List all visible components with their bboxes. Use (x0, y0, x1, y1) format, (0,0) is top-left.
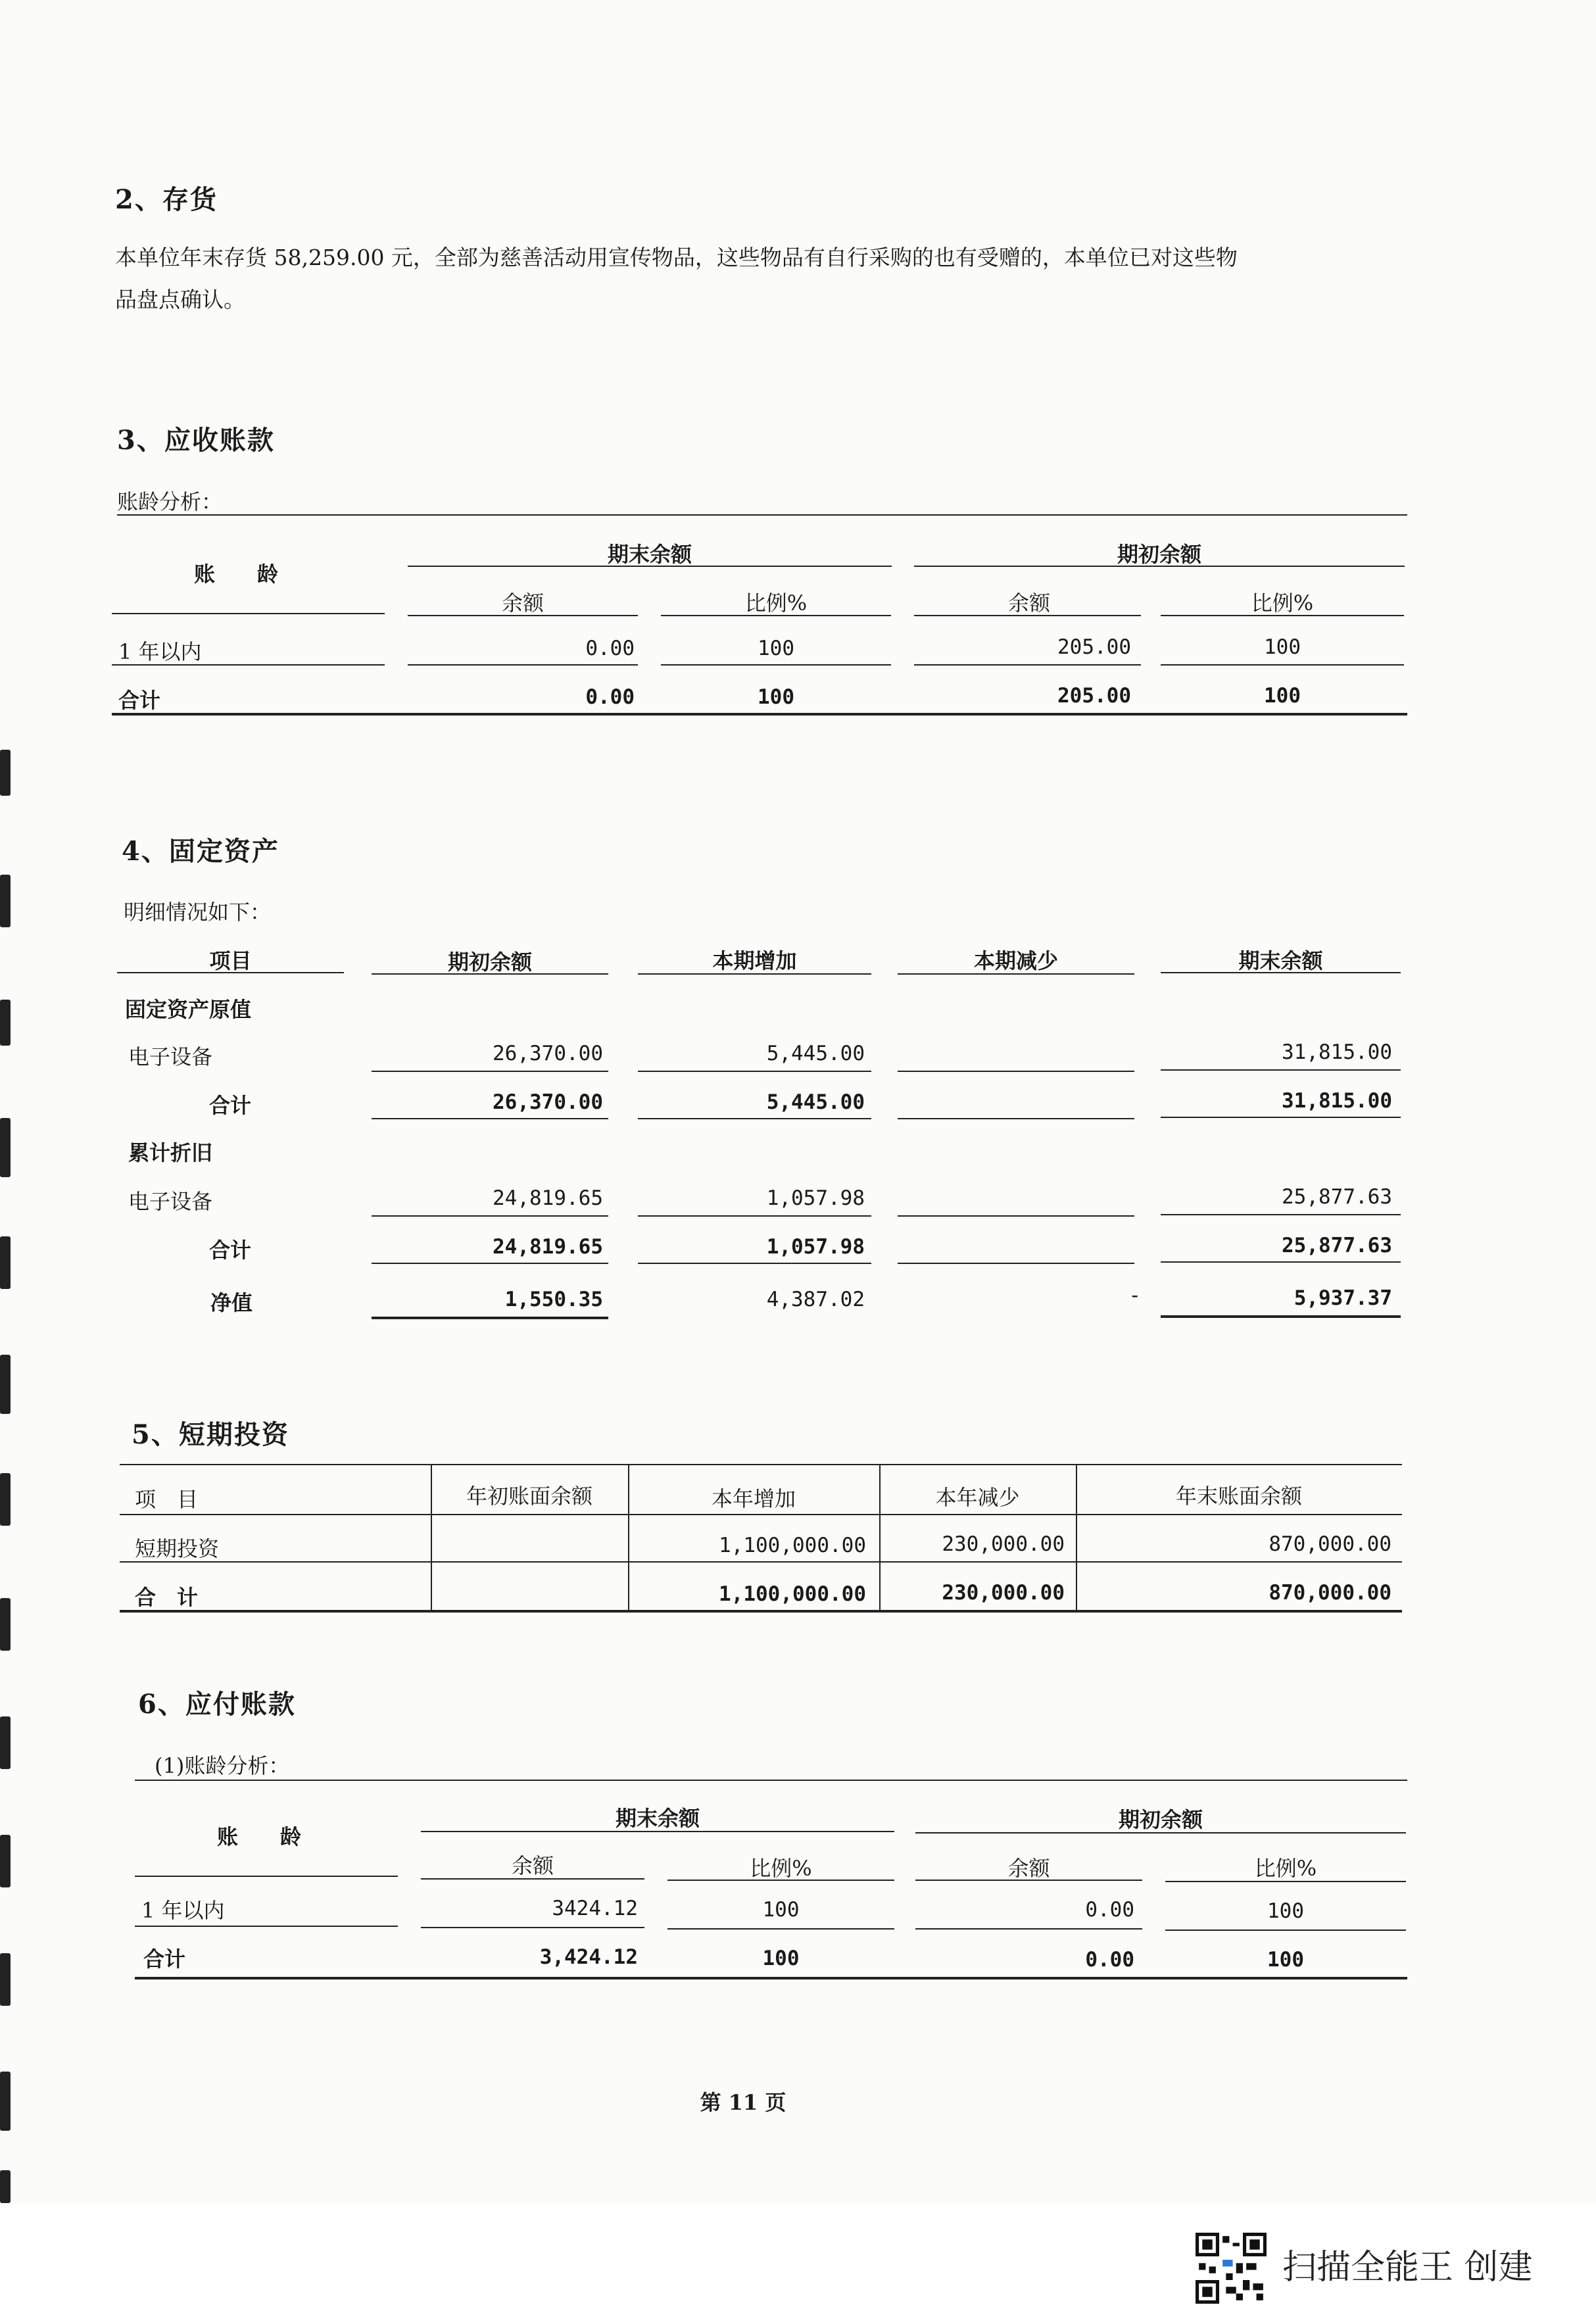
section-5-heading: 5、短期投资 (132, 1419, 289, 1450)
group-rule (915, 1832, 1406, 1833)
group-begin-balance: 期初余额 (1118, 1807, 1203, 1832)
row-rule (914, 664, 1141, 666)
table-total-label: 合计 (209, 1093, 252, 1118)
row-rule (372, 1071, 608, 1072)
header-rule (914, 615, 1141, 616)
sub-ratio-header: 比例% (750, 1856, 812, 1881)
table-cell: 1,057.98 (766, 1186, 865, 1210)
table-cell: 100 (1264, 635, 1301, 659)
header-rule (667, 1880, 894, 1881)
row-rule (638, 1071, 871, 1072)
group-end-balance: 期末余额 (615, 1806, 700, 1831)
table-cell: 230,000.00 (942, 1581, 1065, 1605)
sub-ratio-header: 比例% (1251, 591, 1314, 616)
table-cell: 100 (762, 1947, 800, 1970)
header-rule (372, 973, 608, 975)
table-bottom-rule (112, 713, 1407, 716)
table-cell: 100 (762, 1898, 800, 1922)
table-bottom-rule (135, 1977, 1407, 1979)
table-cell: 0.00 (1085, 1948, 1134, 1972)
table-cell: 24,819.65 (493, 1186, 603, 1210)
table-cell: 1,057.98 (766, 1235, 865, 1259)
table-cell: 205.00 (1057, 684, 1131, 708)
header-rule (898, 973, 1134, 975)
scanner-watermark: 扫描全能王 创建 (1282, 2248, 1533, 2287)
row-rule (1161, 1214, 1401, 1215)
row-rule (112, 664, 385, 666)
table-cell: 100 (1267, 1948, 1304, 1972)
table-cell: 24,819.65 (493, 1235, 603, 1259)
table-row-label: 1 年以内 (141, 1898, 225, 1923)
group-rule (408, 566, 892, 567)
group-begin-balance: 期初余额 (1117, 542, 1201, 567)
sub-amount-header: 余额 (501, 591, 544, 616)
table-bottom-rule (120, 1610, 1402, 1613)
header-rule (1161, 972, 1401, 973)
table-row-label: 短期投资 (135, 1536, 220, 1561)
sub-amount-header: 余额 (1007, 591, 1050, 616)
table-cell: 100 (1267, 1899, 1304, 1923)
header-rule (1161, 615, 1404, 616)
header-rule (638, 973, 871, 975)
row-rule (1161, 1117, 1401, 1118)
row-rule (372, 1263, 608, 1264)
table-cell: 205.00 (1057, 635, 1131, 659)
row-rule (1161, 1069, 1401, 1071)
section-3-subtitle: 账龄分析： (117, 489, 223, 514)
table-cell: 1,550.35 (504, 1288, 603, 1311)
table-cell: 100 (1264, 684, 1301, 708)
table-total-label: 合计 (209, 1238, 252, 1263)
table-total-label: 合 计 (135, 1585, 199, 1610)
group-accumulated-depreciation: 累计折旧 (128, 1140, 213, 1165)
table-cell: 3424.12 (552, 1897, 638, 1920)
col-header-decrease: 本年减少 (935, 1485, 1020, 1510)
net-rule (1161, 1315, 1401, 1318)
table-cell: 25,877.63 (1282, 1185, 1392, 1209)
header-rule (661, 615, 891, 616)
header-rule (135, 1876, 398, 1877)
row-rule (408, 664, 638, 666)
row-rule (898, 1263, 1134, 1264)
section-2-paragraph-line1: 本单位年末存货 58,259.00 元，全部为慈善活动用宣传物品，这些物品有自行采购的也有受赠的，本单位已对这些物 (115, 245, 1238, 270)
row-rule (898, 1071, 1134, 1072)
row-rule (372, 1118, 608, 1119)
table-cell: 3,424.12 (539, 1945, 638, 1969)
col-header-decrease: 本期减少 (973, 948, 1058, 973)
section-4-heading: 4、固定资产 (122, 836, 279, 867)
section-2-paragraph-line2: 品盘点确认。 (115, 287, 245, 312)
header-rule (421, 1878, 644, 1880)
table-total-label: 合计 (118, 688, 161, 713)
col-header-begin: 年初账面余额 (466, 1484, 592, 1509)
sub-amount-header: 余额 (1007, 1856, 1050, 1881)
table-cell: 0.00 (585, 637, 635, 660)
table-cell: - (1128, 1284, 1141, 1307)
table-cell: 230,000.00 (942, 1532, 1065, 1556)
sub-ratio-header: 比例% (1254, 1856, 1317, 1881)
group-rule (914, 566, 1405, 567)
section-3-heading: 3、应收账款 (117, 425, 275, 456)
col-header-end: 期末余额 (1238, 948, 1323, 973)
group-end-balance: 期末余额 (607, 542, 692, 567)
col-header-item: 项 目 (135, 1487, 199, 1512)
header-rule (408, 615, 638, 616)
header-rule (120, 1514, 1402, 1515)
section-6-subtitle: (1)账龄分析： (155, 1753, 290, 1778)
net-value-label: 净值 (210, 1290, 253, 1315)
row-rule (667, 1928, 894, 1930)
table-top-rule (135, 1780, 1407, 1781)
table-cell: 100 (758, 685, 794, 709)
table-row-label: 电子设备 (128, 1189, 213, 1214)
row-rule (1165, 1930, 1406, 1931)
page-number: 第 11 页 (700, 2090, 786, 2115)
table-cell: 5,445.00 (766, 1042, 865, 1065)
col-aging-header: 账 龄 (217, 1824, 302, 1849)
table-cell: 4,387.02 (766, 1288, 865, 1311)
row-rule (1161, 1261, 1401, 1263)
table-row-label: 1 年以内 (118, 639, 202, 664)
header-rule (112, 613, 385, 614)
table-cell: 31,815.00 (1282, 1089, 1392, 1113)
row-rule (898, 1118, 1134, 1119)
col-header-end: 年末账面余额 (1175, 1484, 1302, 1509)
net-rule (372, 1317, 608, 1319)
col-header-increase: 本年增加 (711, 1486, 796, 1511)
sub-ratio-header: 比例% (744, 591, 808, 616)
row-rule (120, 1561, 1402, 1563)
sub-amount-header: 余额 (511, 1853, 554, 1878)
table-cell: 0.00 (1085, 1898, 1134, 1922)
row-rule (638, 1118, 871, 1119)
group-rule (421, 1831, 894, 1832)
table-cell: 870,000.00 (1269, 1532, 1391, 1556)
table-cell: 31,815.00 (1282, 1040, 1392, 1064)
row-rule (1161, 664, 1404, 666)
row-rule (915, 1928, 1142, 1930)
table-cell: 26,370.00 (493, 1090, 603, 1114)
table-cell: 26,370.00 (493, 1042, 603, 1065)
table-cell: 25,877.63 (1282, 1234, 1392, 1257)
table-row-label: 电子设备 (128, 1044, 213, 1069)
binding-edge (0, 0, 14, 2203)
table-cell: 0.00 (585, 685, 635, 709)
row-rule (638, 1215, 871, 1217)
row-rule (638, 1263, 871, 1264)
table-top-rule (117, 514, 1407, 516)
row-rule (421, 1927, 644, 1928)
table-cell: 1,100,000.00 (719, 1582, 866, 1606)
row-rule (661, 664, 891, 666)
table-top-rule (120, 1464, 1402, 1465)
row-rule (898, 1215, 1134, 1217)
row-rule (372, 1215, 608, 1217)
table-cell: 5,445.00 (766, 1090, 865, 1114)
section-4-subtitle: 明细情况如下： (124, 900, 272, 925)
header-rule (915, 1880, 1142, 1881)
qr-code-icon (1196, 2233, 1267, 2304)
table-cell: 870,000.00 (1269, 1581, 1391, 1605)
table-total-label: 合计 (143, 1947, 186, 1972)
col-header-item: 项目 (209, 948, 252, 973)
header-rule (1165, 1881, 1406, 1882)
col-header-increase: 本期增加 (712, 948, 797, 973)
section-2-heading: 2、存货 (115, 184, 218, 215)
table-cell: 5,937.37 (1294, 1286, 1392, 1310)
table-cell: 1,100,000.00 (719, 1534, 866, 1557)
col-header-begin: 期初余额 (447, 950, 532, 975)
header-rule (117, 972, 344, 973)
row-rule (135, 1926, 398, 1927)
section-6-heading: 6、应付账款 (138, 1689, 296, 1720)
col-aging-header: 账 龄 (194, 562, 279, 587)
group-original-value: 固定资产原值 (125, 997, 252, 1022)
table-cell: 100 (758, 637, 794, 660)
